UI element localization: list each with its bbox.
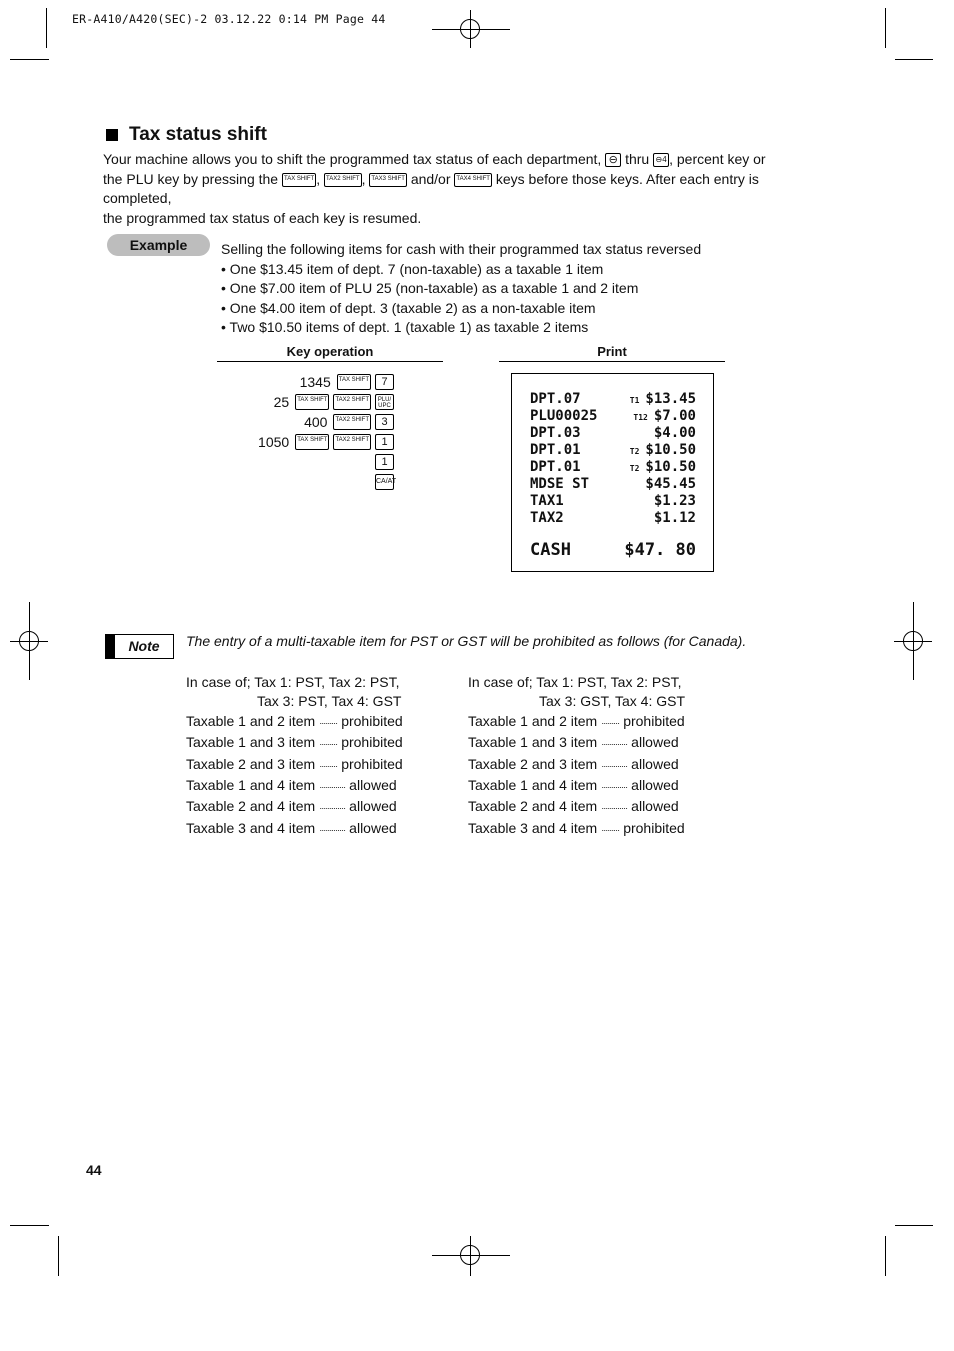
intro-text: the programmed tax status of each key is resumed. <box>103 209 422 226</box>
leader-dots: ············· <box>319 782 346 793</box>
note-label: Note <box>128 638 160 654</box>
case-heading: In case of; Tax 1: PST, Tax 2: PST, <box>186 674 400 690</box>
case-item: Taxable 1 and 3 item <box>186 734 316 751</box>
note-text: The entry of a multi-taxable item for PST or GST will be prohibited as follows (for Canada). <box>186 633 747 649</box>
tax-marker: T2 <box>629 464 640 473</box>
receipt-amount: $1.12 <box>653 510 696 526</box>
key-row <box>300 374 394 390</box>
ca-at-key-icon: CA/AT <box>375 474 394 490</box>
cash-amount: $47. 80 <box>624 540 696 560</box>
receipt-line <box>530 408 696 424</box>
case-status: allowed <box>631 755 679 772</box>
receipt-amount: $45.45 <box>645 476 696 492</box>
intro-text: , <box>316 170 321 187</box>
leader-dots: ············· <box>601 782 628 793</box>
intro-text: the PLU key by pressing the <box>103 170 279 187</box>
tax2-shift-key-icon: TAX2 SHIFT <box>333 394 371 410</box>
leader-dots: ············· <box>601 760 628 771</box>
entry-number: 1345 <box>299 374 331 390</box>
receipt-line <box>530 442 696 458</box>
case-row <box>468 776 685 797</box>
intro-text: , percent key or <box>669 151 766 167</box>
receipt-cash-line <box>530 540 696 560</box>
leader-dots: ············· <box>319 803 346 814</box>
case-block-2 <box>468 673 685 840</box>
case-row <box>186 733 403 754</box>
intro-text: thru <box>625 151 650 167</box>
leader-dots: ············· <box>601 739 628 750</box>
tax-marker: T12 <box>633 413 648 422</box>
intro-text: keys before those keys. After each entry is completed, <box>103 170 759 207</box>
receipt-line <box>530 476 696 492</box>
case-item: Taxable 3 and 4 item <box>468 819 598 836</box>
key-row <box>375 454 394 470</box>
leader-dots: ········· <box>319 717 338 728</box>
tax-shift-key-icon: TAX SHIFT <box>337 374 371 390</box>
square-bullet-icon <box>106 129 118 141</box>
leader-dots: ········· <box>601 824 620 835</box>
case-heading: Tax 3: PST, Tax 4: GST <box>257 693 402 710</box>
receipt-line <box>530 510 696 526</box>
case-item: Taxable 1 and 4 item <box>186 777 316 794</box>
receipt-line <box>530 391 696 407</box>
case-row <box>186 712 403 733</box>
receipt-label: TAX2 <box>530 510 564 526</box>
receipt-line <box>530 493 696 509</box>
print-header: ER-A410/A420(SEC)-2 03.12.22 0:14 PM Page 44 <box>72 12 386 26</box>
receipt-label: DPT.07 <box>530 391 581 407</box>
example-line: Selling the following items for cash with their programmed tax status reversed <box>221 241 702 257</box>
key-operation-heading: Key operation <box>217 344 443 362</box>
example-line: • One $4.00 item of dept. 3 (taxable 2) as a non-taxable item <box>221 299 596 316</box>
receipt-label: MDSE ST <box>530 476 590 492</box>
case-item: Taxable 2 and 3 item <box>186 755 316 772</box>
example-badge: Example <box>107 234 210 256</box>
receipt-amount: $1.23 <box>653 493 696 509</box>
leader-dots: ············· <box>319 824 346 835</box>
leader-dots: ········· <box>319 739 338 750</box>
key-row <box>274 394 394 410</box>
case-status: allowed <box>631 777 679 794</box>
case-row <box>468 819 685 840</box>
case-item: Taxable 2 and 4 item <box>186 798 316 815</box>
leader-dots: ········· <box>319 760 338 771</box>
case-status: allowed <box>631 798 679 815</box>
cash-label: CASH <box>530 540 571 560</box>
entry-number: 400 <box>304 414 328 430</box>
key-row <box>304 414 394 430</box>
case-item: Taxable 1 and 2 item <box>186 712 316 729</box>
key-row <box>258 434 394 450</box>
example-description <box>221 240 701 338</box>
case-status: prohibited <box>623 819 685 836</box>
intro-text: Your machine allows you to shift the programmed tax status of each department, <box>103 151 602 167</box>
case-item: Taxable 2 and 3 item <box>468 755 598 772</box>
case-status: allowed <box>631 734 679 751</box>
receipt-label: TAX1 <box>530 493 564 509</box>
case-row <box>186 819 403 840</box>
case-item: Taxable 2 and 4 item <box>468 798 598 815</box>
numeric-key-icon: 3 <box>375 414 394 430</box>
case-status: prohibited <box>623 712 685 729</box>
case-item: Taxable 1 and 3 item <box>468 734 598 751</box>
case-status: allowed <box>349 777 397 794</box>
case-row <box>468 755 685 776</box>
tax2-shift-key-icon: TAX2 SHIFT <box>324 173 362 187</box>
intro-paragraph <box>103 150 823 228</box>
receipt-line <box>530 459 696 475</box>
example-line: • Two $10.50 items of dept. 1 (taxable 1) as taxable 2 items <box>221 319 589 335</box>
receipt-print <box>511 373 714 572</box>
key-row <box>375 474 397 490</box>
tax-shift-key-icon: TAX SHIFT <box>295 434 329 450</box>
tax4-shift-key-icon: TAX4 SHIFT <box>454 173 492 187</box>
case-item: Taxable 1 and 4 item <box>468 777 598 794</box>
leader-dots: ············· <box>601 803 628 814</box>
tax3-shift-key-icon: TAX3 SHIFT <box>369 173 407 187</box>
case-status: prohibited <box>341 734 403 751</box>
case-row <box>186 755 403 776</box>
case-row <box>186 797 403 818</box>
numeric-key-icon: 1 <box>375 434 394 450</box>
case-heading: In case of; Tax 1: PST, Tax 2: PST, <box>468 674 682 690</box>
case-block-1 <box>186 673 403 840</box>
case-row <box>468 712 685 733</box>
tax-marker: T2 <box>629 447 640 456</box>
receipt-label: DPT.03 <box>530 425 581 441</box>
plu-upc-key-icon: PLU/ UPC <box>375 394 394 410</box>
receipt-amount: $7.00 <box>653 408 696 424</box>
case-row <box>468 733 685 754</box>
print-heading: Print <box>499 344 725 362</box>
note-badge <box>105 634 174 659</box>
tax2-shift-key-icon: TAX2 SHIFT <box>333 434 371 450</box>
entry-number: 25 <box>273 394 290 410</box>
case-status: prohibited <box>341 712 403 729</box>
case-heading: Tax 3: GST, Tax 4: GST <box>539 693 686 710</box>
section-title <box>106 124 267 146</box>
numeric-key-icon: 7 <box>375 374 394 390</box>
section-title-text: Tax status shift <box>129 124 267 145</box>
receipt-label: DPT.01 <box>530 442 581 458</box>
dept-4-key-icon: ⊖4 <box>653 153 669 167</box>
dept-minus-key-icon: ⊖ <box>605 153 621 167</box>
case-status: prohibited <box>341 755 403 772</box>
example-line: • One $13.45 item of dept. 7 (non-taxable) as a taxable 1 item <box>221 260 604 277</box>
receipt-amount: $10.50 <box>645 442 696 458</box>
receipt-amount: $10.50 <box>645 459 696 475</box>
case-row <box>186 776 403 797</box>
tax2-shift-key-icon: TAX2 SHIFT <box>333 414 371 430</box>
intro-text: and/or <box>410 170 451 187</box>
entry-number: 1050 <box>258 434 290 450</box>
leader-dots: ········· <box>601 717 620 728</box>
case-status: allowed <box>349 798 397 815</box>
case-item: Taxable 3 and 4 item <box>186 819 316 836</box>
tax-shift-key-icon: TAX SHIFT <box>282 173 316 187</box>
numeric-key-icon: 1 <box>375 454 394 470</box>
tax-marker: T1 <box>629 396 640 405</box>
case-status: allowed <box>349 819 397 836</box>
receipt-label: PLU00025 <box>530 408 598 424</box>
page-number: 44 <box>86 1162 102 1178</box>
receipt-amount: $4.00 <box>653 425 696 441</box>
intro-text: , <box>361 170 366 187</box>
tax-shift-key-icon: TAX SHIFT <box>295 394 329 410</box>
example-line: • One $7.00 item of PLU 25 (non-taxable) as a taxable 1 and 2 item <box>221 280 639 296</box>
case-item: Taxable 1 and 2 item <box>468 712 598 729</box>
receipt-line <box>530 425 696 441</box>
case-row <box>468 797 685 818</box>
receipt-label: DPT.01 <box>530 459 581 475</box>
receipt-amount: $13.45 <box>645 391 696 407</box>
